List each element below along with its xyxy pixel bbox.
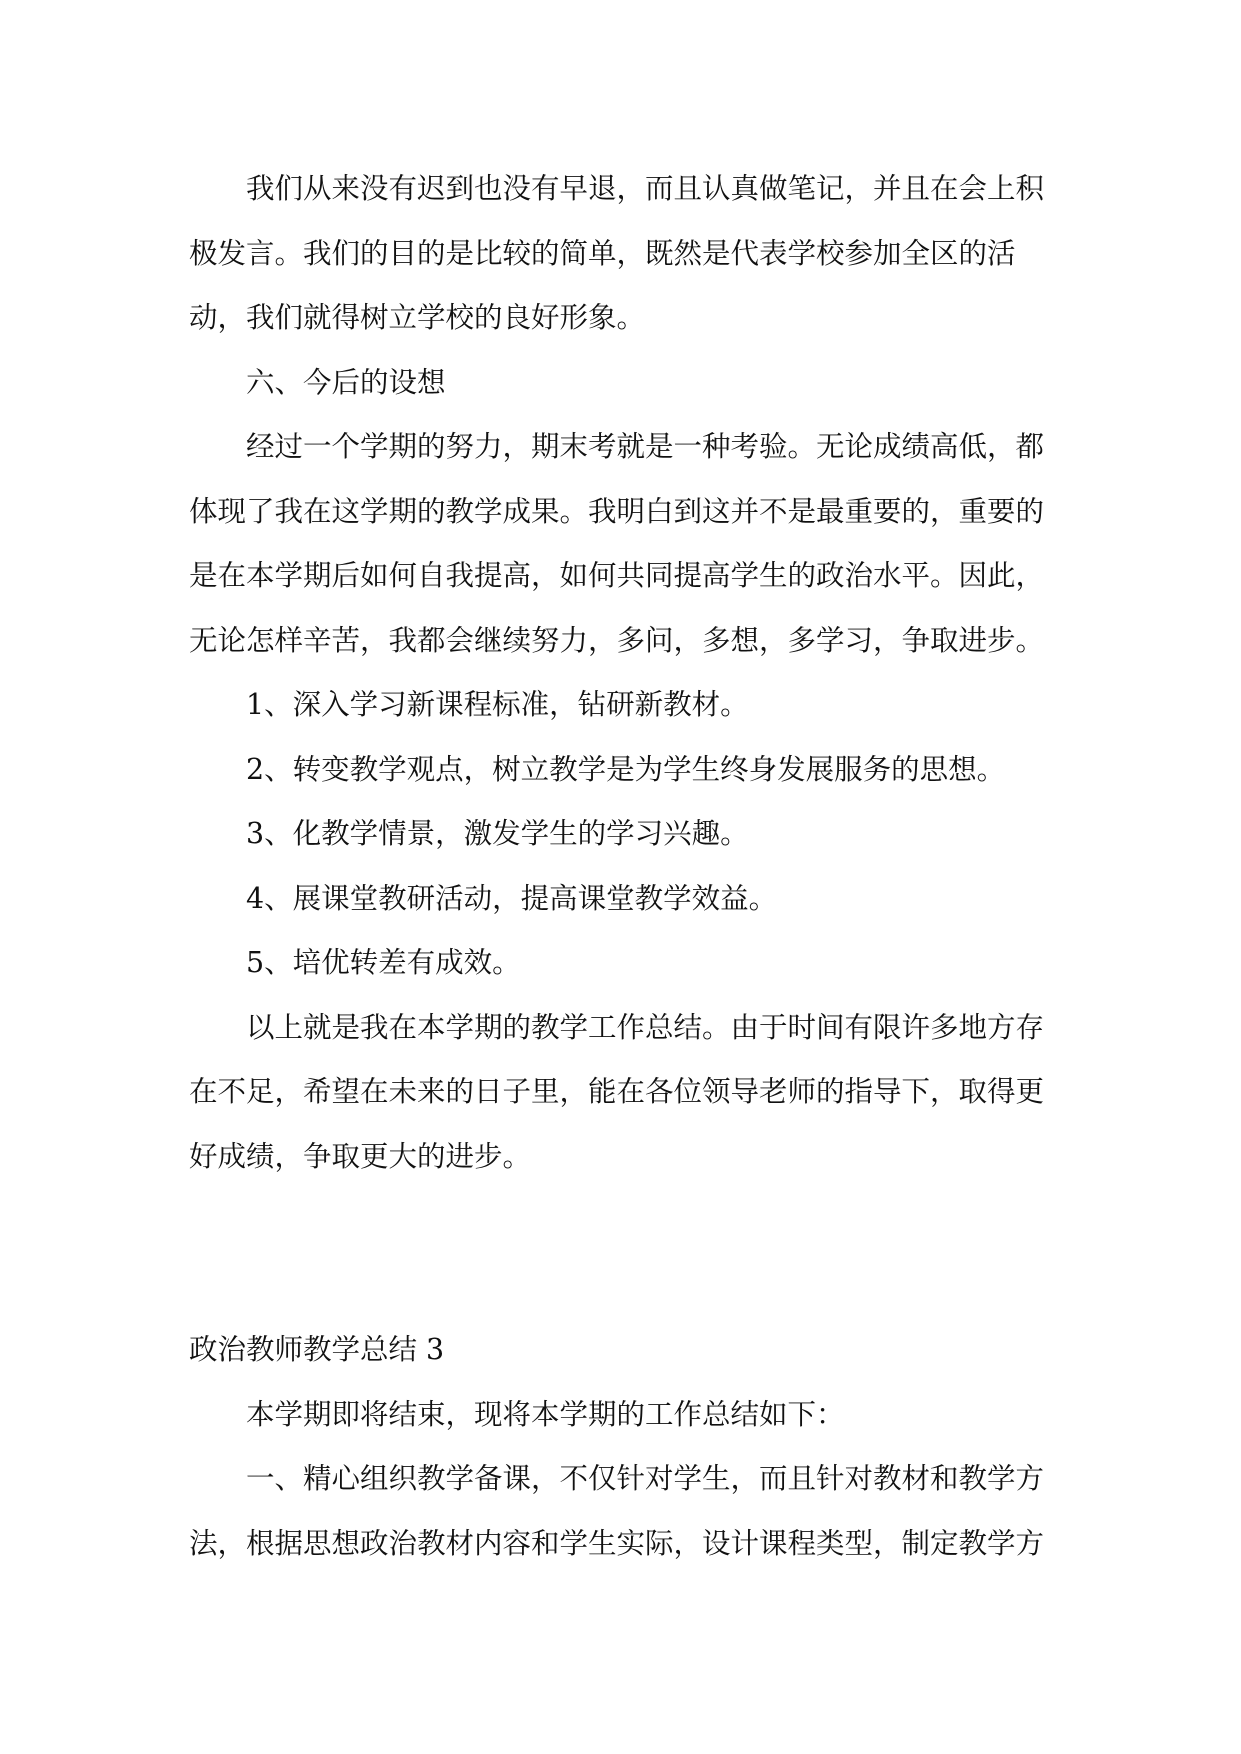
document-body	[189, 157, 1057, 1576]
paragraph-lesson-prep: 一、精心组织教学备课，不仅针对学生，而且针对教材和教学方法，根据思想政治教材内容和学生实际，设计课程类型，制定教学方	[189, 1462, 1045, 1560]
section-spacer	[189, 1189, 1057, 1318]
paragraph-semester-reflection: 经过一个学期的努力，期末考就是一种考验。无论成绩高低，都体现了我在这学期的教学成果。我明白到这并不是最重要的，重要的是在本学期后如何自我提高，如何共同提高学生的政治水平。因此，无论怎样辛苦，我都会继续努力，多问，多想，多学习，争取进步。	[189, 430, 1045, 657]
list-item-1: 1、深入学习新课程标准，钻研新教材。	[246, 688, 749, 721]
list-item-4: 4、展课堂教研活动，提高课堂教学效益。	[246, 881, 778, 915]
heading-future-plans: 六、今后的设想	[246, 365, 446, 399]
paragraph-attendance: 我们从来没有迟到也没有早退，而且认真做笔记，并且在会上积极发言。我们的目的是比较的简单，既然是代表学校参加全区的活动，我们就得树立学校的良好形象。	[189, 172, 1045, 334]
list-item-2: 2、转变教学观点，树立教学是为学生终身发展服务的思想。	[246, 752, 1006, 786]
list-item-5: 5、培优转差有成效。	[246, 946, 521, 979]
section-title: 政治教师教学总结 3	[189, 1333, 445, 1366]
paragraph-intro: 本学期即将结束，现将本学期的工作总结如下：	[246, 1397, 845, 1431]
paragraph-conclusion: 以上就是我在本学期的教学工作总结。由于时间有限许多地方存在不足，希望在未来的日子里，能在各位领导老师的指导下，取得更好成绩，争取更大的进步。	[189, 1010, 1045, 1173]
list-item-3: 3、化教学情景，激发学生的学习兴趣。	[246, 817, 749, 850]
